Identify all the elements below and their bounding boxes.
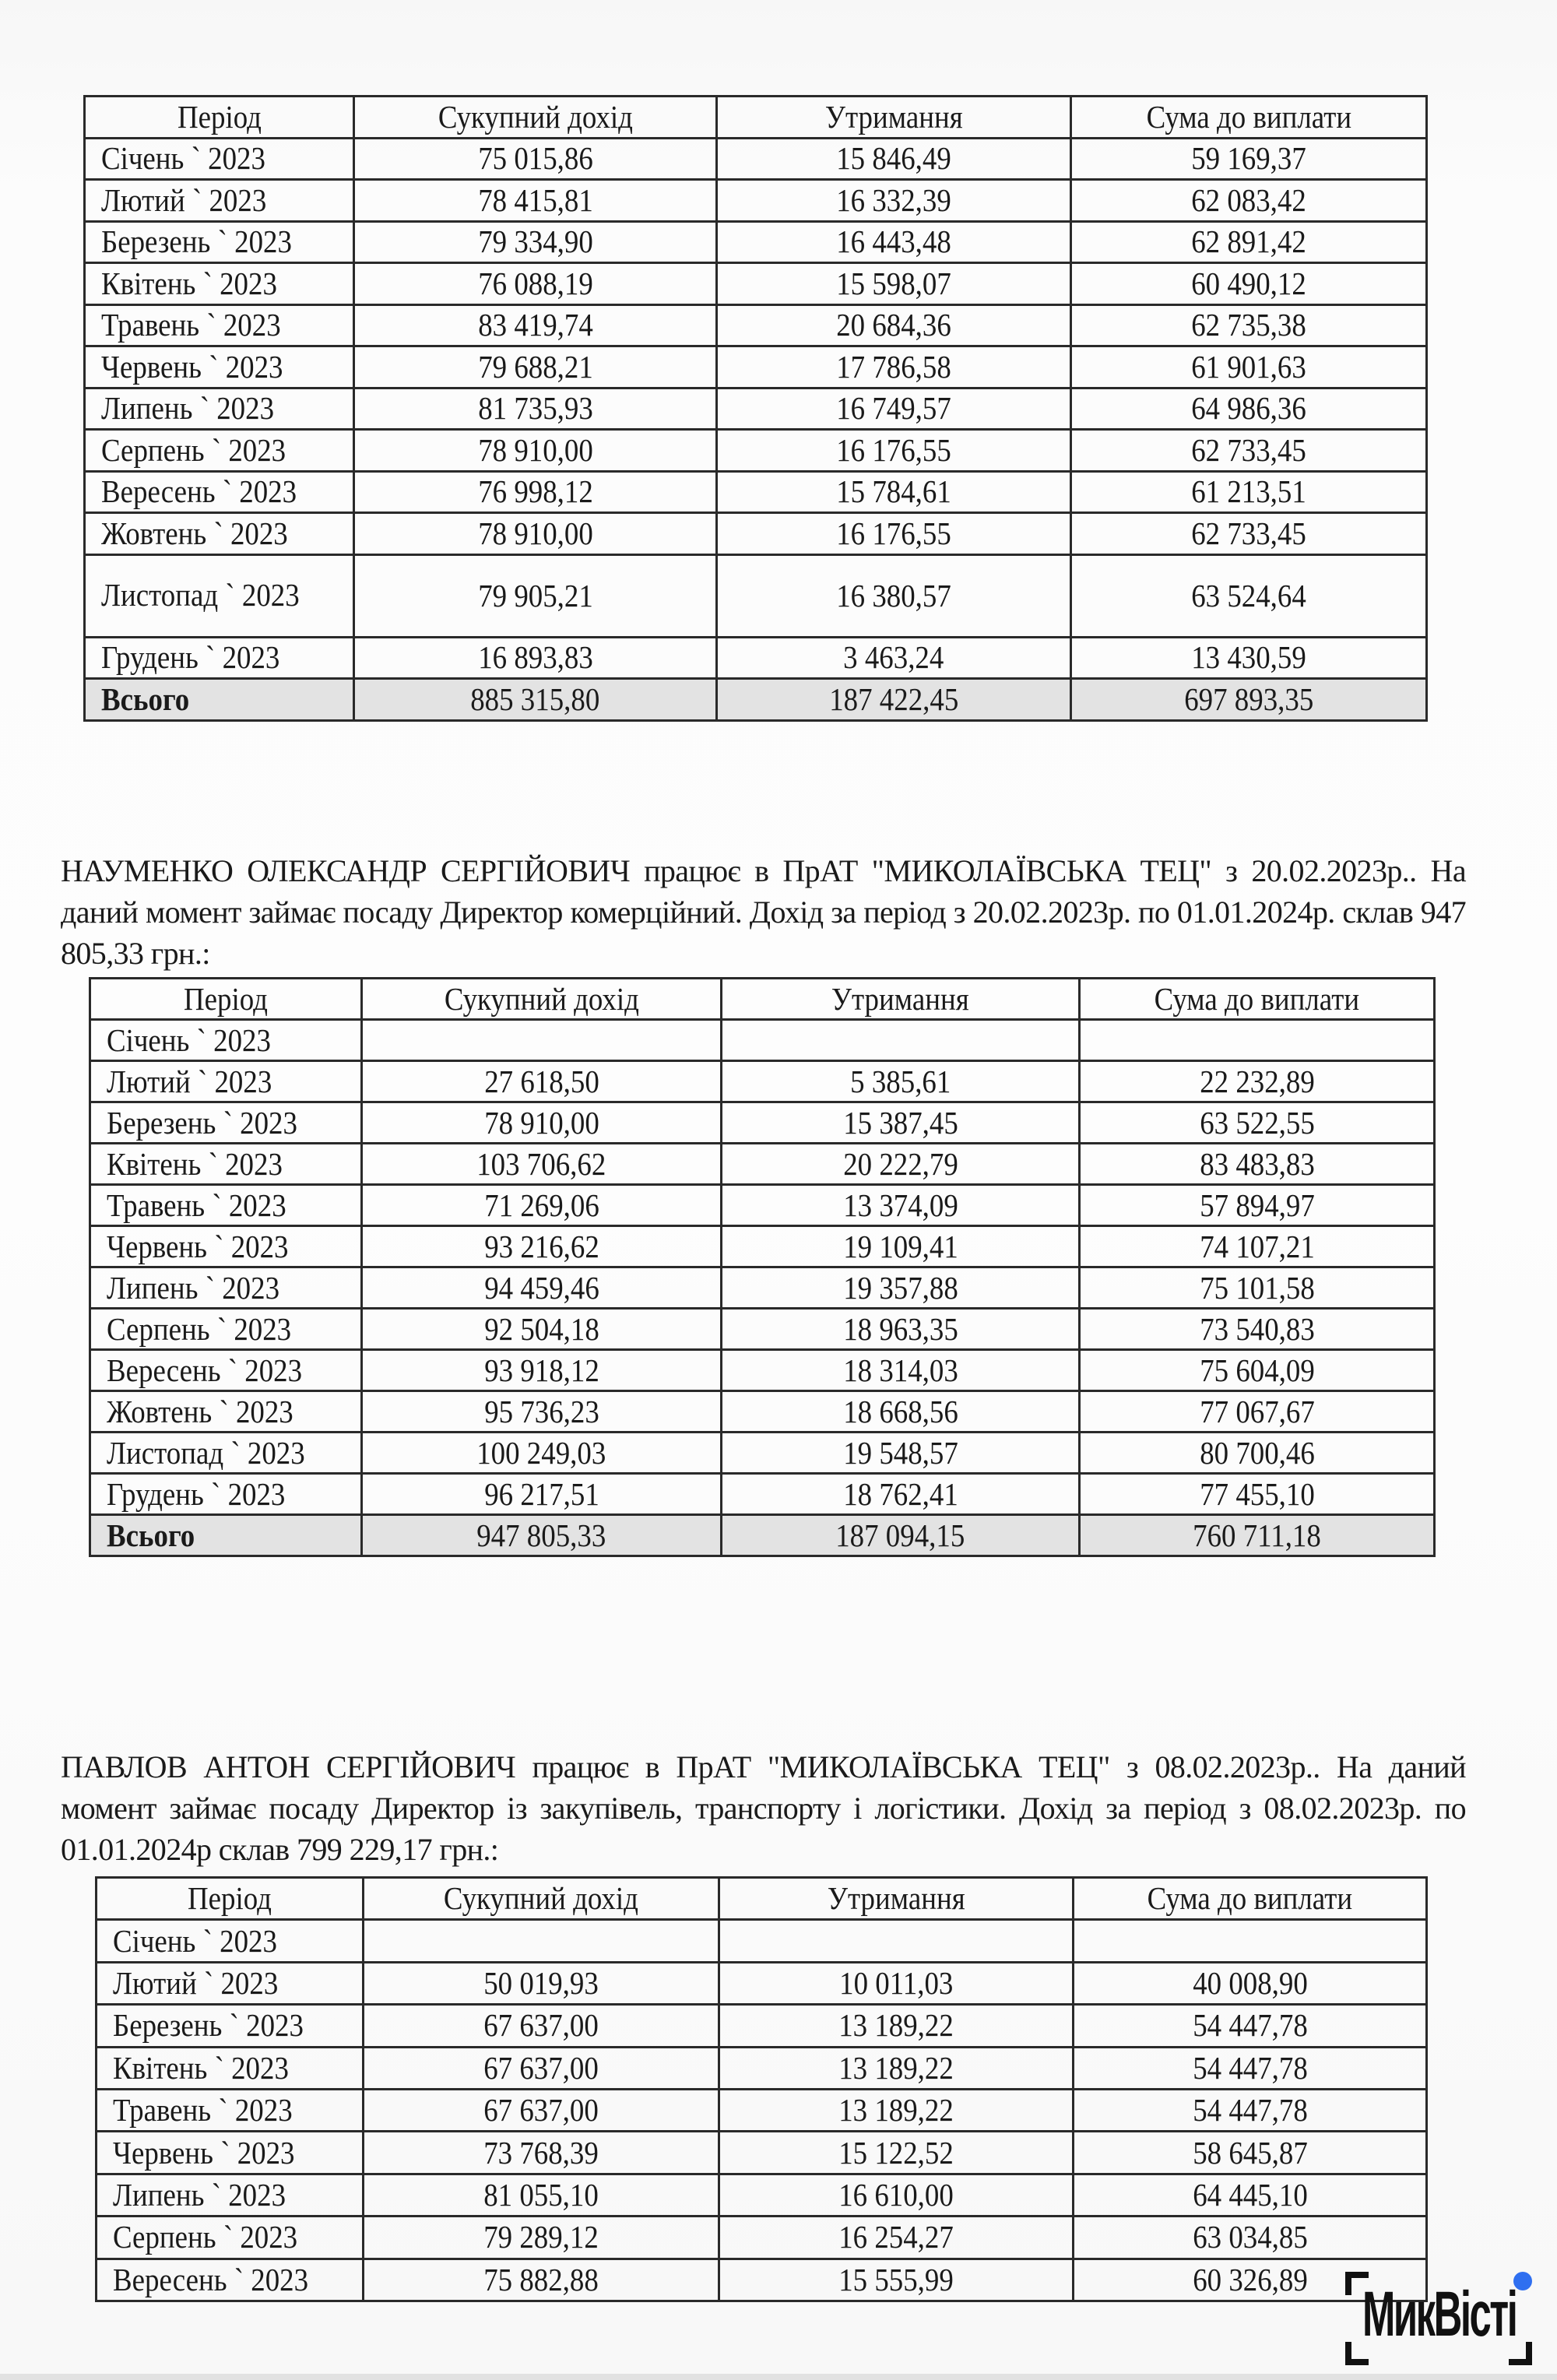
employee-paragraph-pavlov: ПАВЛОВ АНТОН СЕРГІЙОВИЧ працює в ПрАТ "МИКОЛАЇВСЬКА ТЕЦ" з 08.02.2023р.. На даний момент займає посаду Директор із закупівель, транспорту і логістики. Дохід за період з 08.02.2023р. по 01.01.2024р склав 799 229,17 грн.: (61, 1749, 1466, 1867)
income-cell: 78 910,00 (354, 513, 717, 555)
total-income: 885 315,80 (354, 679, 717, 721)
period-cell: Квітень ` 2023 (90, 1144, 362, 1185)
withheld-cell: 13 189,22 (719, 2005, 1074, 2047)
income-cell: 100 249,03 (362, 1433, 722, 1474)
period-cell: Грудень ` 2023 (85, 637, 354, 679)
period-cell: Листопад ` 2023 (90, 1433, 362, 1474)
payout-cell: 13 430,59 (1071, 637, 1427, 679)
payout-cell: 63 034,85 (1074, 2217, 1427, 2259)
payout-cell: 57 894,97 (1080, 1185, 1435, 1226)
income-cell: 16 893,83 (354, 637, 717, 679)
table-row (85, 138, 1427, 180)
header-payout: Сума до виплати (1071, 97, 1427, 139)
payout-cell: 54 447,78 (1074, 2047, 1427, 2089)
period-cell: Жовтень ` 2023 (90, 1391, 362, 1433)
period-cell: Травень ` 2023 (97, 2089, 364, 2131)
payout-cell: 61 901,63 (1071, 346, 1427, 388)
payout-cell: 74 107,21 (1080, 1226, 1435, 1267)
period-cell: Січень ` 2023 (85, 138, 354, 180)
table-row (90, 1185, 1435, 1226)
table-row (85, 346, 1427, 388)
payout-cell: 80 700,46 (1080, 1433, 1435, 1474)
income-cell: 95 736,23 (362, 1391, 722, 1433)
income-cell: 79 334,90 (354, 221, 717, 263)
scan-bottom-edge (0, 2374, 1557, 2380)
period-cell: Квітень ` 2023 (85, 263, 354, 305)
table-row (90, 1474, 1435, 1515)
table-row (90, 1144, 1435, 1185)
income-cell: 76 088,19 (354, 263, 717, 305)
header-period: Період (90, 979, 362, 1020)
income-cell: 50 019,93 (364, 1962, 719, 2004)
withheld-cell: 15 555,99 (719, 2259, 1074, 2301)
table-row (97, 2005, 1427, 2047)
total-row (85, 679, 1427, 721)
table-row (85, 554, 1427, 637)
withheld-cell: 18 668,56 (722, 1391, 1080, 1433)
withheld-cell: 5 385,61 (722, 1061, 1080, 1102)
table-row (97, 2217, 1427, 2259)
total-label: Всього (85, 679, 354, 721)
payout-cell: 83 483,83 (1080, 1144, 1435, 1185)
header-income: Сукупний дохід (354, 97, 717, 139)
withheld-cell: 19 357,88 (722, 1267, 1080, 1309)
header-withheld: Утримання (722, 979, 1080, 1020)
income-table-3 (95, 1876, 1428, 2302)
table-row (90, 1226, 1435, 1267)
income-cell: 75 882,88 (364, 2259, 719, 2301)
withheld-cell: 20 222,79 (722, 1144, 1080, 1185)
income-cell: 67 637,00 (364, 2005, 719, 2047)
payout-cell: 63 522,55 (1080, 1102, 1435, 1144)
withheld-cell: 13 189,22 (719, 2047, 1074, 2089)
period-cell: Серпень ` 2023 (85, 430, 354, 472)
payout-cell (1080, 1020, 1435, 1061)
income-cell: 79 905,21 (354, 554, 717, 637)
period-cell: Грудень ` 2023 (90, 1474, 362, 1515)
withheld-cell: 13 189,22 (719, 2089, 1074, 2131)
withheld-cell (719, 1920, 1074, 1962)
header-payout: Сума до виплати (1074, 1878, 1427, 1920)
period-cell: Липень ` 2023 (90, 1267, 362, 1309)
period-cell: Червень ` 2023 (85, 346, 354, 388)
income-cell: 75 015,86 (354, 138, 717, 180)
withheld-cell: 19 548,57 (722, 1433, 1080, 1474)
payout-cell: 77 455,10 (1080, 1474, 1435, 1515)
logo-wordmark: МикВісті (1362, 2279, 1517, 2350)
period-cell: Лютий ` 2023 (90, 1061, 362, 1102)
payout-cell: 22 232,89 (1080, 1061, 1435, 1102)
employee-paragraph-naumenko: НАУМЕНКО ОЛЕКСАНДР СЕРГІЙОВИЧ працює в ПрАТ "МИКОЛАЇВСЬКА ТЕЦ" з 20.02.2023р.. На даний момент займає посаду Директор комерційний. Дохід за період з 20.02.2023р. по 01.01.2024р. склав 947 805,33 грн.: (61, 853, 1466, 971)
table-row (90, 1391, 1435, 1433)
header-income: Сукупний дохід (362, 979, 722, 1020)
withheld-cell: 16 610,00 (719, 2174, 1074, 2216)
payout-cell: 60 326,89 (1074, 2259, 1427, 2301)
period-cell: Серпень ` 2023 (90, 1309, 362, 1350)
table-row (97, 2174, 1427, 2216)
payout-cell: 62 735,38 (1071, 304, 1427, 346)
income-cell: 67 637,00 (364, 2047, 719, 2089)
payout-cell: 75 101,58 (1080, 1267, 1435, 1309)
table-header-row (85, 97, 1427, 139)
table-row (85, 180, 1427, 222)
withheld-cell: 13 374,09 (722, 1185, 1080, 1226)
table-row (85, 304, 1427, 346)
period-cell: Травень ` 2023 (85, 304, 354, 346)
withheld-cell: 16 749,57 (717, 388, 1071, 430)
income-cell: 83 419,74 (354, 304, 717, 346)
income-cell: 73 768,39 (364, 2132, 719, 2174)
total-payout: 697 893,35 (1071, 679, 1427, 721)
payout-cell: 62 083,42 (1071, 180, 1427, 222)
table-row (90, 1267, 1435, 1309)
period-cell: Липень ` 2023 (85, 388, 354, 430)
table-row (97, 2259, 1427, 2301)
total-withheld: 187 422,45 (717, 679, 1071, 721)
header-period: Період (85, 97, 354, 139)
income-cell: 81 055,10 (364, 2174, 719, 2216)
income-cell: 92 504,18 (362, 1309, 722, 1350)
table-header-row (97, 1878, 1427, 1920)
income-cell: 93 918,12 (362, 1350, 722, 1391)
table-row (85, 430, 1427, 472)
table-row (85, 471, 1427, 513)
table-row (97, 2047, 1427, 2089)
income-cell: 71 269,06 (362, 1185, 722, 1226)
payout-cell: 62 733,45 (1071, 430, 1427, 472)
period-cell: Листопад ` 2023 (85, 554, 354, 637)
table-row (90, 1020, 1435, 1061)
payout-cell: 58 645,87 (1074, 2132, 1427, 2174)
withheld-cell: 15 784,61 (717, 471, 1071, 513)
payout-cell: 75 604,09 (1080, 1350, 1435, 1391)
total-income: 947 805,33 (362, 1515, 722, 1556)
payout-cell: 61 213,51 (1071, 471, 1427, 513)
table-row (90, 1102, 1435, 1144)
period-cell: Вересень ` 2023 (85, 471, 354, 513)
withheld-cell: 15 122,52 (719, 2132, 1074, 2174)
withheld-cell: 15 846,49 (717, 138, 1071, 180)
period-cell: Вересень ` 2023 (97, 2259, 364, 2301)
mykvisti-watermark-logo (1345, 2272, 1532, 2365)
header-income: Сукупний дохід (364, 1878, 719, 1920)
table-row (85, 513, 1427, 555)
table-row (85, 263, 1427, 305)
withheld-cell: 18 762,41 (722, 1474, 1080, 1515)
withheld-cell: 19 109,41 (722, 1226, 1080, 1267)
period-cell: Червень ` 2023 (97, 2132, 364, 2174)
income-cell: 78 415,81 (354, 180, 717, 222)
withheld-cell: 3 463,24 (717, 637, 1071, 679)
income-cell: 93 216,62 (362, 1226, 722, 1267)
period-cell: Березень ` 2023 (85, 221, 354, 263)
period-cell: Лютий ` 2023 (85, 180, 354, 222)
payout-cell: 62 733,45 (1071, 513, 1427, 555)
withheld-cell: 17 786,58 (717, 346, 1071, 388)
period-cell: Серпень ` 2023 (97, 2217, 364, 2259)
payout-cell: 60 490,12 (1071, 263, 1427, 305)
table-row (90, 1433, 1435, 1474)
payout-cell: 40 008,90 (1074, 1962, 1427, 2004)
payout-cell: 63 524,64 (1071, 554, 1427, 637)
income-table-2 (89, 977, 1436, 1557)
table-row (85, 637, 1427, 679)
withheld-cell: 15 387,45 (722, 1102, 1080, 1144)
income-cell (364, 1920, 719, 1962)
payout-cell: 77 067,67 (1080, 1391, 1435, 1433)
income-cell (362, 1020, 722, 1061)
header-payout: Сума до виплати (1080, 979, 1435, 1020)
withheld-cell: 16 176,55 (717, 430, 1071, 472)
income-cell: 79 289,12 (364, 2217, 719, 2259)
payout-cell: 54 447,78 (1074, 2005, 1427, 2047)
withheld-cell: 16 176,55 (717, 513, 1071, 555)
total-payout: 760 711,18 (1080, 1515, 1435, 1556)
table-row (97, 2132, 1427, 2174)
withheld-cell: 10 011,03 (719, 1962, 1074, 2004)
header-withheld: Утримання (717, 97, 1071, 139)
income-cell: 67 637,00 (364, 2089, 719, 2131)
income-cell: 27 618,50 (362, 1061, 722, 1102)
payout-cell: 64 986,36 (1071, 388, 1427, 430)
total-row (90, 1515, 1435, 1556)
withheld-cell (722, 1020, 1080, 1061)
payout-cell: 54 447,78 (1074, 2089, 1427, 2131)
payout-cell: 62 891,42 (1071, 221, 1427, 263)
period-cell: Червень ` 2023 (90, 1226, 362, 1267)
income-cell: 96 217,51 (362, 1474, 722, 1515)
period-cell: Вересень ` 2023 (90, 1350, 362, 1391)
header-withheld: Утримання (719, 1878, 1074, 1920)
withheld-cell: 15 598,07 (717, 263, 1071, 305)
period-cell: Липень ` 2023 (97, 2174, 364, 2216)
income-cell: 94 459,46 (362, 1267, 722, 1309)
income-cell: 78 910,00 (362, 1102, 722, 1144)
withheld-cell: 18 963,35 (722, 1309, 1080, 1350)
withheld-cell: 16 254,27 (719, 2217, 1074, 2259)
income-cell: 76 998,12 (354, 471, 717, 513)
table-header-row (90, 979, 1435, 1020)
total-withheld: 187 094,15 (722, 1515, 1080, 1556)
withheld-cell: 16 443,48 (717, 221, 1071, 263)
table-row (97, 1920, 1427, 1962)
table-row (85, 388, 1427, 430)
table-row (85, 221, 1427, 263)
payout-cell (1074, 1920, 1427, 1962)
logo-dot-icon (1513, 2272, 1532, 2290)
payout-cell: 59 169,37 (1071, 138, 1427, 180)
withheld-cell: 16 380,57 (717, 554, 1071, 637)
total-label: Всього (90, 1515, 362, 1556)
period-cell: Січень ` 2023 (90, 1020, 362, 1061)
income-cell: 78 910,00 (354, 430, 717, 472)
payout-cell: 64 445,10 (1074, 2174, 1427, 2216)
period-cell: Травень ` 2023 (90, 1185, 362, 1226)
period-cell: Лютий ` 2023 (97, 1962, 364, 2004)
table-row (90, 1309, 1435, 1350)
table-row (90, 1350, 1435, 1391)
income-cell: 81 735,93 (354, 388, 717, 430)
withheld-cell: 20 684,36 (717, 304, 1071, 346)
period-cell: Березень ` 2023 (90, 1102, 362, 1144)
income-table-1 (83, 95, 1428, 722)
table-row (90, 1061, 1435, 1102)
income-cell: 103 706,62 (362, 1144, 722, 1185)
period-cell: Жовтень ` 2023 (85, 513, 354, 555)
table-row (97, 1962, 1427, 2004)
period-cell: Квітень ` 2023 (97, 2047, 364, 2089)
header-period: Період (97, 1878, 364, 1920)
table-row (97, 2089, 1427, 2131)
payout-cell: 73 540,83 (1080, 1309, 1435, 1350)
period-cell: Січень ` 2023 (97, 1920, 364, 1962)
withheld-cell: 18 314,03 (722, 1350, 1080, 1391)
income-cell: 79 688,21 (354, 346, 717, 388)
withheld-cell: 16 332,39 (717, 180, 1071, 222)
period-cell: Березень ` 2023 (97, 2005, 364, 2047)
